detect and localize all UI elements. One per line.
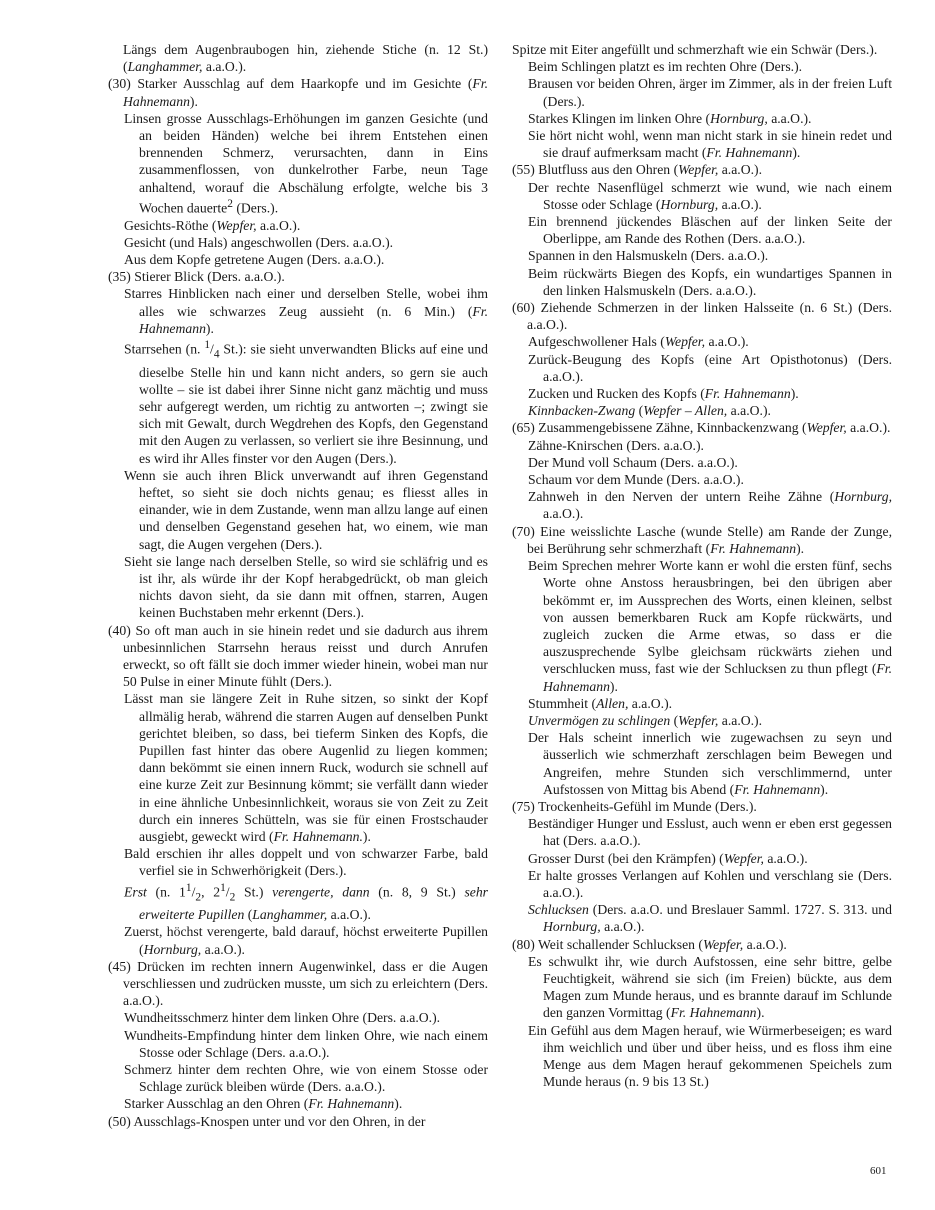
- symptom-entry: Zähne-Knirschen (Ders. a.a.O.).: [528, 437, 704, 453]
- numbered-entry: (75) Trockenheits-Gefühl im Munde (Ders.).: [512, 798, 757, 814]
- numbered-entry: (70) Eine weisslichte Lasche (wunde Stelle) am Rande der Zunge, bei Berührung sehr schmerzhaft (Fr. Hahnemann).: [512, 523, 892, 556]
- symptom-entry: Beständiger Hunger und Esslust, auch wenn er eben erst gegessen hat (Ders. a.a.O.).: [528, 816, 892, 849]
- symptom-entry: Zahnweh in den Nerven der untern Reihe Zähne (Hornburg, a.a.O.).: [528, 489, 892, 522]
- symptom-entry: Wenn sie auch ihren Blick unverwandt auf ihren Gegenstand heftet, so sieht sie doch nichts genau; es fliesst alles in einander, wie in dem Zustande, wenn man allzu lange auf einen und denselben Gegenstand gesehen hat, wo einem, wie man sagt, die Augen vergehen (Ders.).: [124, 467, 488, 552]
- symptom-entry: Spitze mit Eiter angefüllt und schmerzhaft wie ein Schwär (Ders.).: [512, 42, 878, 57]
- symptom-entry: Ein brennend jückendes Bläschen auf der linken Seite der Oberlippe, am Rande des Rothen (Ders. a.a.O.).: [528, 214, 892, 247]
- symptom-entry: Bald erschien ihr alles doppelt und von schwarzer Farbe, bald verfiel sie in Schwerhörigkeit (Ders.).: [124, 846, 488, 879]
- numbered-entry: (80) Weit schallender Schlucksen (Wepfer, a.a.O.).: [512, 936, 787, 952]
- numbered-entry: (40) So oft man auch in sie hinein redet und sie dadurch aus ihrem unbesinnlichen Starrsehn heraus reisst und durch Anrufen erweckt, so oft fällt sie doch immer wieder hinein, wobei man nur 50 Pulse in einer Minute fühlt (Ders.).: [108, 622, 488, 690]
- symptom-entry: Spannen in den Halsmuskeln (Ders. a.a.O.).: [528, 248, 769, 264]
- symptom-entry: Lässt man sie längere Zeit in Ruhe sitzen, so sinkt der Kopf allmälig herab, während die starren Augen auf denselben Punkt gerichtet bleiben, so dass, bei tieferm Sinken des Kopfs, die Pupillen fast hinter das obere Augenlid zu liegen kommen; dann bekömmt sie einen innern Ruck, wodurch sie schnell auf eine kurze Zeit zur Besinnung kömmt; sie verfällt dann wieder in eine ähnliche Unbesinnlichkeit, woraus sie von Zeit zu Zeit durch ein inneres Schütteln, was sie für einen Frostschauder ausgiebt, geweckt wird (Fr. Hahnemann.).: [124, 691, 488, 844]
- symptom-entry: Grosser Durst (bei den Krämpfen) (Wepfer, a.a.O.).: [528, 850, 808, 866]
- symptom-entry: Schlucksen (Ders. a.a.O. und Breslauer Samml. 1727. S. 313. und Hornburg, a.a.O.).: [528, 902, 892, 935]
- symptom-entry: Gesichts-Röthe (Wepfer, a.a.O.).: [124, 217, 301, 233]
- symptom-entry: Zurück-Beugung des Kopfs (eine Art Opisthotonus) (Ders. a.a.O.).: [528, 351, 892, 384]
- symptom-entry: Zuerst, höchst verengerte, bald darauf, höchst erweiterte Pupillen (Hornburg, a.a.O.).: [124, 924, 488, 957]
- symptom-entry: Schaum vor dem Munde (Ders. a.a.O.).: [528, 472, 744, 488]
- symptom-entry: Schmerz hinter dem rechten Ohre, wie von einem Stosse oder Schlage zurück bleiben würde (Ders. a.a.O.).: [124, 1061, 488, 1095]
- numbered-entry: (35) Stierer Blick (Ders. a.a.O.).: [108, 269, 285, 285]
- symptom-entry: Aus dem Kopfe getretene Augen (Ders. a.a.O.).: [124, 252, 385, 267]
- right-column: [512, 41, 892, 1090]
- symptom-entry: Beim Sprechen mehrer Worte kann er wohl die ersten fünf, sechs Worte ohne Anstoss herausbringen, bei den übrigen aber bekömmt er, im Aussprechen des Worts, einen kleinen, selbst von aussen bemerkbaren Ruck am Kopfe rückwärts, und zugleich zucken die Arme etwas, so dass er die auszusprechende Sylbe gleichsam rückwärts ziehen und verschlucken muss, fast wie der Schlucksen zu thun pflegt (Fr. Hahnemann).: [528, 558, 892, 694]
- numbered-entry: (60) Ziehende Schmerzen in der linken Halsseite (n. 6 St.) (Ders. a.a.O.).: [512, 300, 892, 333]
- symptom-entry: Brausen vor beiden Ohren, ärger im Zimmer, als in der freien Luft (Ders.).: [528, 76, 892, 109]
- symptom-entry: Kinnbacken-Zwang (Wepfer – Allen, a.a.O.).: [528, 403, 771, 419]
- numbered-entry: (45) Drücken im rechten innern Augenwinkel, dass er die Augen verschliessen und zudrücken musste, um sich zu erleichtern (Ders. a.a.O.).: [108, 958, 488, 1009]
- symptom-entry: Starkes Klingen im linken Ohre (Hornburg, a.a.O.).: [528, 110, 812, 126]
- symptom-entry: Stummheit (Allen, a.a.O.).: [528, 695, 673, 711]
- symptom-entry: Aufgeschwollener Hals (Wepfer, a.a.O.).: [528, 334, 749, 350]
- symptom-entry: Zucken und Rucken des Kopfs (Fr. Hahnemann).: [528, 386, 799, 402]
- symptom-entry: Starker Ausschlag an den Ohren (Fr. Hahnemann).: [124, 1096, 403, 1112]
- symptom-entry: Er halte grosses Verlangen auf Kohlen und verschlang sie (Ders. a.a.O.).: [528, 867, 892, 900]
- left-column: [108, 41, 488, 1130]
- symptom-entry: Gesicht (und Hals) angeschwollen (Ders. a.a.O.).: [124, 234, 394, 250]
- symptom-entry: Beim rückwärts Biegen des Kopfs, ein wundartiges Spannen in den linken Halsmuskeln (Ders. a.a.O.).: [528, 265, 892, 298]
- symptom-entry: Starres Hinblicken nach einer und derselben Stelle, wobei ihm alles wie schwarzes Zeug aussieht (n. 6 Min.) (Fr. Hahnemann).: [124, 286, 488, 336]
- numbered-entry: (30) Starker Ausschlag auf dem Haarkopfe und im Gesichte (Fr. Hahnemann).: [108, 76, 488, 109]
- symptom-entry: Erst (n. $1^1/_2$, $2^1/_2$ St.) verengerte, dann (n. 8, 9 St.) sehr erweiterte Pupillen (Langhammer, a.a.O.).: [124, 881, 489, 923]
- symptom-entry: Der rechte Nasenflügel schmerzt wie wund, wie nach einem Stosse oder Schlage (Hornburg, a.a.O.).: [528, 179, 892, 212]
- symptom-entry: Wundheits-Empfindung hinter dem linken Ohre, wie nach einem Stosse oder Schlage (Ders. a.a.O.).: [124, 1027, 488, 1060]
- numbered-entry: (55) Blutfluss aus den Ohren (Wepfer, a.a.O.).: [512, 162, 762, 178]
- symptom-entry: Linsen grosse Ausschlags-Erhöhungen im ganzen Gesichte (und an beiden Händen) welche bei ihrem Entstehen einen brennenden Schmerz, verursachten, dann in Eins zusammenflossen, von dunkelrother Farbe, neun Tage anhaltend, worauf die Abschälung erfolgte, welche bis 3 Wochen dauerte$^2$ (Ders.).: [124, 110, 488, 216]
- numbered-entry: (50) Ausschlags-Knospen unter und vor den Ohren, in der: [108, 1113, 426, 1129]
- symptom-entry: Wundheitsschmerz hinter dem linken Ohre (Ders. a.a.O.).: [124, 1010, 441, 1026]
- symptom-entry: Sieht sie lange nach derselben Stelle, so wird sie schläfrig und es ist ihr, als würde ihr der Kopf herabgedrückt, ob man gleich nichts davon sieht, da sie dann mit offnen, starren, Augen keinen Buchstaben mehr erkennt (Ders.).: [124, 553, 488, 621]
- symptom-entry: Es schwulkt ihr, wie durch Aufstossen, eine sehr bittre, gelbe Feuchtigkeit, während sie sich (im Freien) bückte, aus dem Magen zum Munde heraus, und es brannte darauf im Schlunde den ganzen Vormittag (Fr. Hahnemann).: [528, 953, 892, 1021]
- symptom-entry: Beim Schlingen platzt es im rechten Ohre (Ders.).: [528, 59, 803, 75]
- symptom-entry: Ein Gefühl aus dem Magen herauf, wie Würmerbeseigen; es ward ihm weichlich und über und über heiss, und es floss ihm eine Menge aus dem Magen herauf gekommenen Speichels zum Munde heraus (n. 9 bis 13 St.): [528, 1022, 892, 1090]
- symptom-entry: Der Mund voll Schaum (Ders. a.a.O.).: [528, 454, 738, 470]
- symptom-entry: Unvermögen zu schlingen (Wepfer, a.a.O.).: [528, 712, 763, 728]
- page-number: 601: [870, 1165, 887, 1177]
- symptom-entry: Der Hals scheint innerlich wie zugewachsen zu seyn und äusserlich wie schmerzhaft zerschlagen beim Bewegen und Angreifen, mehre Stunden sich verschlimmernd, unter Aufstossen von Mittag bis Abend (Fr. Hahnemann).: [528, 730, 892, 797]
- symptom-entry: Längs dem Augenbraubogen hin, ziehende Stiche (n. 12 St.) (Langhammer, a.a.O.).: [123, 42, 488, 75]
- symptom-entry: Starrsehen (n. $^1/_4$ St.): sie sieht unverwandten Blicks auf eine und dieselbe Stelle hin und kann nicht anders, so gern sie auch wollte – sie ist dabei ihrer Sinne nicht ganz mächtig und muss sehr aufgeregt werden, um richtig zu antworten –; zwingt sie sich mit Gewalt, durch Wegdrehen des Kopfs, den Gegenstand mit den Augen zu verlassen, so verliert sie ihre Besinnung, und es wird ihr Alles finster vor den Augen (Ders.).: [124, 339, 488, 466]
- numbered-entry: (65) Zusammengebissene Zähne, Kinnbackenzwang (Wepfer, a.a.O.).: [512, 420, 891, 436]
- symptom-entry: Sie hört nicht wohl, wenn man nicht stark in sie hinein redet und sie drauf aufmerksam macht (Fr. Hahnemann).: [528, 128, 892, 161]
